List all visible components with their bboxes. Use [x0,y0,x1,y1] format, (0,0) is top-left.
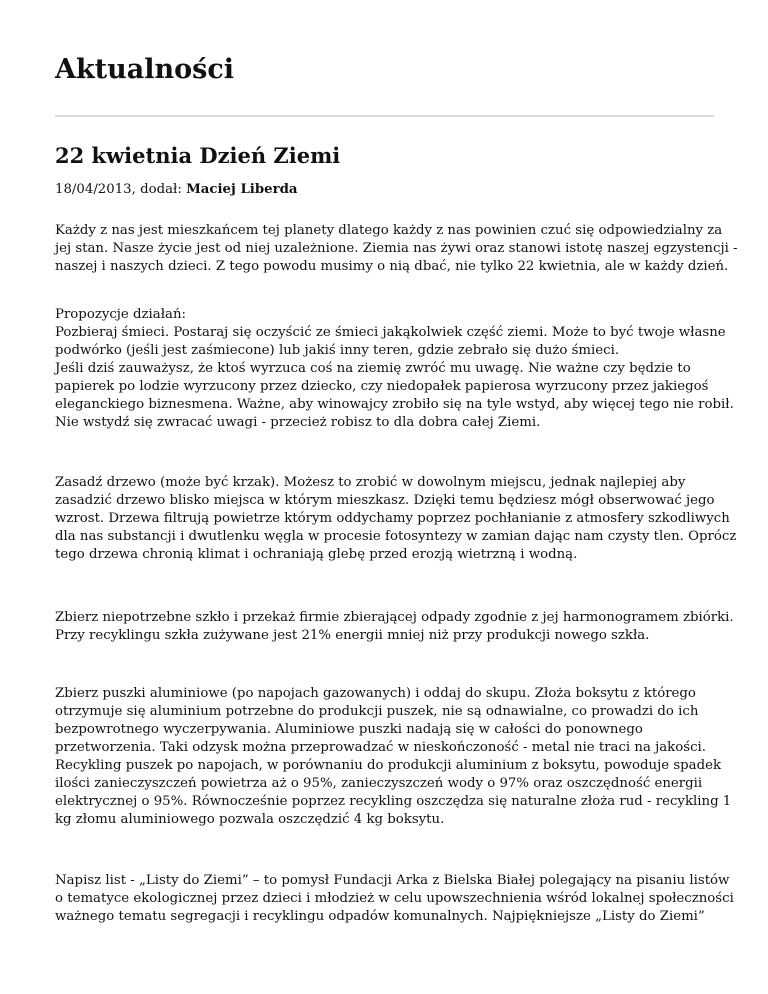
paragraph-line: zasadzić drzewo blisko miejsca w którym mieszkasz. Dzięki temu będziesz mógł obserwować jego [55,493,715,508]
paragraph-line: wzrost. Drzewa filtrują powietrze którym oddychamy poprzez pochłanianie z atmosfery szkodliwych [55,511,730,526]
paragraph-line: przetworzenia. Taki odzysk można przeprowadzać w nieskończoność - metal nie traci na jakości. [55,740,706,755]
paragraph-line: otrzymuje się aluminium potrzebne do produkcji puszek, nie są odnawialne, co prowadzi do ich [55,704,699,719]
article-paragraph-trees [55,474,737,564]
article-author: Maciej Liberda [186,182,298,197]
article-paragraph-letters [55,872,734,926]
article-paragraph-actions [55,306,734,432]
article-date: 18/04/2013, dodał: [55,182,187,197]
paragraph-line: elektrycznej o 95%. Równocześnie poprzez recykling oszczędza się naturalne złoża rud - recykling 1 [55,794,732,809]
article-title: 22 kwietnia Dzień Ziemi [55,143,341,168]
paragraph-line: kg złomu aluminiowego pozwala oszczędzić 4 kg boksytu. [55,812,445,827]
paragraph-line: bezpowrotnego wyczerpywania. Aluminiowe puszki nadają się w całości do ponownego [55,722,643,737]
paragraph-line: ważnego tematu segregacji i recyklingu odpadów komunalnych. Najpiękniejsze „Listy do Ziemi” [55,909,705,924]
paragraph-line: Zbierz niepotrzebne szkło i przekaż firmie zbierającej odpady zgodnie z jej harmonogramem zbiórki. [55,610,734,625]
paragraph-line: Każdy z nas jest mieszkańcem tej planety dlatego każdy z nas powinien czuć się odpowiedzialny za [55,223,723,238]
paragraph-line: naszej i naszych dzieci. Z tego powodu musimy o nią dbać, nie tylko 22 kwietnia, ale w każdy dzień. [55,259,729,274]
article-paragraph-glass [55,609,734,645]
paragraph-line: Jeśli dziś zauważysz, że ktoś wyrzuca coś na ziemię zwróć mu uwagę. Nie ważne czy będzie to [55,361,691,376]
paragraph-line: o tematyce ekologicznej przez dzieci i młodzież w celu upowszechnienia wśród lokalnej społeczności [55,891,734,906]
paragraph-line: dla nas substancji i dwutlenku węgla w procesie fotosyntezy w zamian dając nam czysty tlen. Oprócz [55,529,737,544]
paragraph-line: Pozbieraj śmieci. Postaraj się oczyścić ze śmieci jakąkolwiek część ziemi. Może to być twoje własne [55,325,726,340]
article-paragraph-cans [55,685,732,829]
paragraph-line: papierek po lodzie wyrzucony przez dziecko, czy niedopałek papierosa wyrzucony przez jakiegoś [55,379,709,394]
paragraph-line: Propozycje działań: [55,307,186,322]
paragraph-line: Nie wstydź się zwracać uwagi - przecież robisz to dla dobra całej Ziemi. [55,415,541,430]
paragraph-line: Napisz list - „Listy do Ziemi” – to pomysł Fundacji Arka z Bielska Białej polegający na pisaniu listów [55,873,730,888]
article-meta [55,181,298,199]
paragraph-line: podwórko (jeśli jest zaśmiecone) lub jakiś inny teren, gdzie zebrało się dużo śmieci. [55,343,620,358]
paragraph-line: eleganckiego biznesmena. Ważne, aby winowajcy zrobiło się na tyle wstyd, aby więcej tego nie robił. [55,397,734,412]
paragraph-line: ilości zanieczyszczeń powietrza aż o 95%, zanieczyszczeń wody o 97% oraz oszczędność energii [55,776,703,791]
article-paragraph-intro [55,222,738,276]
paragraph-line: jej stan. Nasze życie jest od niej uzależnione. Ziemia nas żywi oraz stanowi istotę naszej egzystencji - [55,241,738,256]
paragraph-line: Zbierz puszki aluminiowe (po napojach gazowanych) i oddaj do skupu. Złoża boksytu z którego [55,686,696,701]
title-divider [55,115,714,117]
paragraph-line: Przy recyklingu szkła zużywane jest 21% energii mniej niż przy produkcji nowego szkła. [55,628,650,643]
section-title: Aktualności [55,54,235,85]
paragraph-line: tego drzewa chronią klimat i ochraniają glebę przed erozją wietrzną i wodną. [55,547,578,562]
paragraph-line: Recykling puszek po napojach, w porównaniu do produkcji aluminium z boksytu, powoduje spadek [55,758,722,773]
paragraph-line: Zasadź drzewo (może być krzak). Możesz to zrobić w dowolnym miejscu, jednak najlepiej aby [55,475,686,490]
